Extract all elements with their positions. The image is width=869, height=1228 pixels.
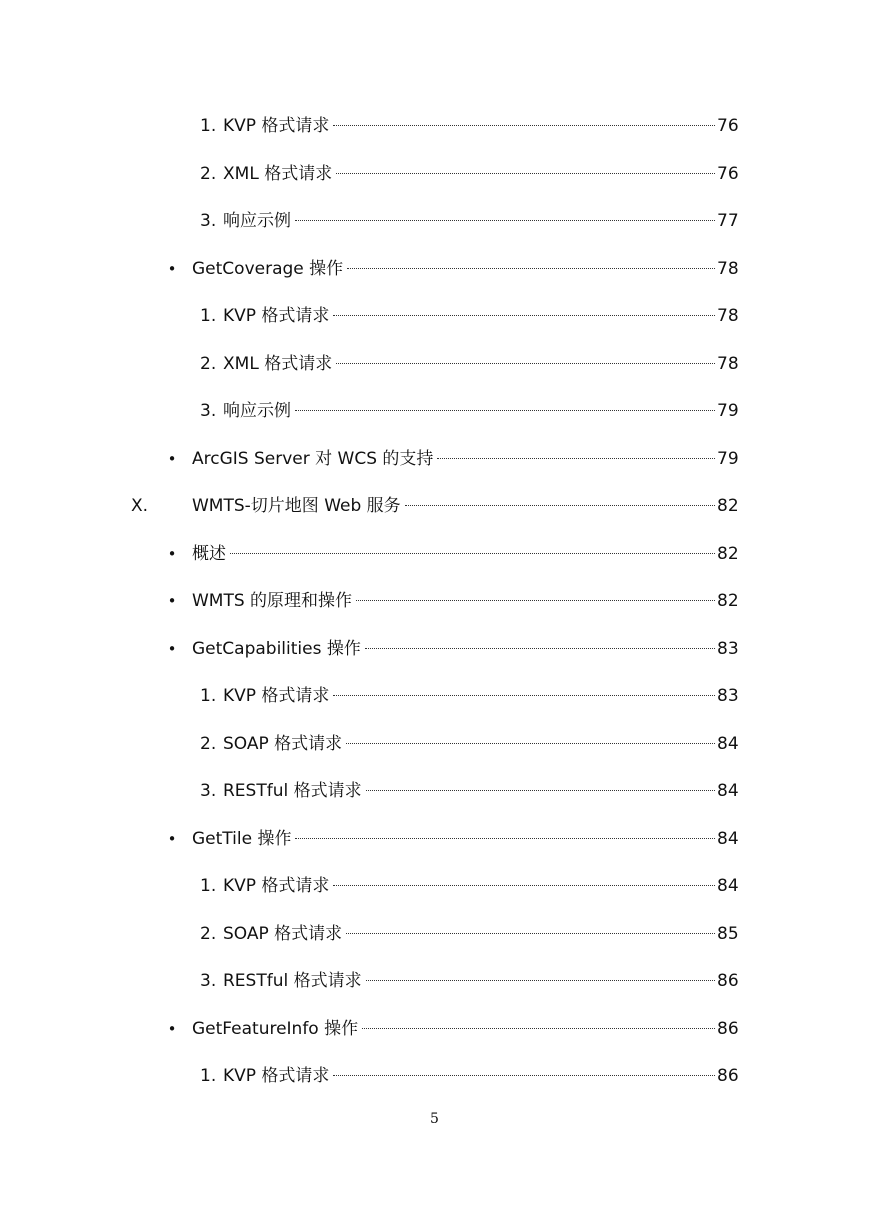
dot-leader — [336, 173, 715, 174]
toc-entry-line — [223, 344, 737, 384]
toc-entry-title: GetCoverage 操作 — [192, 249, 345, 289]
toc-entry-title: WMTS-切片地图 Web 服务 — [192, 486, 403, 526]
toc-page-number: 82 — [717, 591, 739, 611]
list-marker: X. — [131, 496, 149, 516]
bullet-icon: • — [167, 259, 177, 278]
toc-entry[interactable] — [0, 344, 869, 384]
toc-page-number: 85 — [717, 923, 739, 944]
toc-entry-title: RESTful 格式请求 — [223, 771, 364, 811]
dot-leader — [295, 838, 715, 839]
toc-entry-line — [192, 1009, 737, 1049]
dot-leader — [362, 1028, 715, 1029]
toc-entry-title: 概述 — [192, 534, 228, 574]
list-marker: 1. — [200, 116, 217, 136]
toc-entry[interactable] — [0, 866, 869, 906]
dot-leader — [333, 315, 715, 316]
toc-entry-line — [192, 486, 737, 526]
toc-entry[interactable] — [0, 534, 869, 574]
toc-entry-line — [223, 771, 737, 811]
toc-entry-line — [223, 961, 737, 1001]
toc-entry[interactable] — [0, 106, 869, 146]
dot-leader — [346, 743, 715, 744]
toc-entry-line — [223, 1056, 737, 1096]
list-marker: 1. — [200, 686, 217, 706]
toc-page-number: 83 — [717, 638, 739, 659]
toc-page-number: 82 — [717, 496, 739, 516]
bullet-icon: • — [167, 639, 177, 658]
toc-entry-title: KVP 格式请求 — [223, 106, 331, 146]
toc-entry-line — [223, 391, 737, 431]
toc-entry-title: SOAP 格式请求 — [223, 914, 344, 954]
toc-page-number: 86 — [717, 1066, 739, 1086]
toc-page-number: 84 — [717, 781, 739, 801]
dot-leader — [333, 885, 715, 886]
toc-entry-title: KVP 格式请求 — [223, 296, 331, 336]
toc-entry-line — [223, 914, 737, 954]
toc-entry[interactable] — [0, 1009, 869, 1049]
toc-page-number: 86 — [717, 1018, 739, 1039]
dot-leader — [365, 648, 715, 649]
toc-page-number: 78 — [717, 353, 739, 374]
toc-page-number: 78 — [717, 258, 739, 279]
toc-entry-title: GetTile 操作 — [192, 819, 293, 859]
dot-leader — [405, 505, 715, 506]
dot-leader — [295, 410, 715, 411]
toc-entry[interactable] — [0, 249, 869, 289]
list-marker: 3. — [200, 781, 217, 801]
list-marker: 1. — [200, 1066, 217, 1086]
toc-entry-line — [223, 154, 737, 194]
dot-leader — [333, 1075, 715, 1076]
toc-entry-title: SOAP 格式请求 — [223, 724, 344, 764]
toc-entry[interactable] — [0, 1056, 869, 1096]
toc-entry[interactable] — [0, 391, 869, 431]
toc-entry[interactable] — [0, 819, 869, 859]
dot-leader — [366, 790, 715, 791]
toc-entry-title: XML 格式请求 — [223, 154, 334, 194]
list-marker: 2. — [200, 733, 217, 754]
toc-entry-title: RESTful 格式请求 — [223, 961, 364, 1001]
toc-entry-line — [223, 296, 737, 336]
toc-entry-title: WMTS 的原理和操作 — [192, 581, 354, 621]
toc-entry[interactable] — [0, 724, 869, 764]
toc-page-number: 86 — [717, 971, 739, 991]
toc-entry-line — [192, 439, 737, 479]
dot-leader — [366, 980, 715, 981]
toc-entry[interactable] — [0, 961, 869, 1001]
bullet-icon: • — [167, 1019, 177, 1038]
toc-entry[interactable] — [0, 771, 869, 811]
toc-page-number: 79 — [717, 448, 739, 469]
toc-entry[interactable] — [0, 629, 869, 669]
dot-leader — [333, 695, 715, 696]
toc-entry[interactable] — [0, 439, 869, 479]
dot-leader — [346, 933, 715, 934]
toc-page-number: 79 — [717, 401, 739, 421]
toc-entry[interactable] — [0, 676, 869, 716]
toc-page-number: 84 — [717, 733, 739, 754]
toc-page-number: 77 — [717, 211, 739, 231]
list-marker: 1. — [200, 876, 217, 896]
toc-entry-line — [192, 534, 737, 574]
toc-entry-line — [192, 581, 737, 621]
toc-entry[interactable] — [0, 486, 869, 526]
toc-page-number: 78 — [717, 306, 739, 326]
toc-page-number: 84 — [717, 876, 739, 896]
toc-entry[interactable] — [0, 296, 869, 336]
toc-entry-line — [192, 629, 737, 669]
dot-leader — [347, 268, 715, 269]
dot-leader — [230, 553, 715, 554]
dot-leader — [356, 600, 715, 601]
toc-entry-line — [192, 819, 737, 859]
toc-entry-line — [223, 866, 737, 906]
list-marker: 3. — [200, 401, 217, 421]
toc-entry-title: GetCapabilities 操作 — [192, 629, 363, 669]
toc-entry-title: GetFeatureInfo 操作 — [192, 1009, 360, 1049]
toc-entry-title: KVP 格式请求 — [223, 866, 331, 906]
dot-leader — [437, 458, 715, 459]
toc-page-number: 83 — [717, 686, 739, 706]
toc-entry[interactable] — [0, 154, 869, 194]
bullet-icon: • — [167, 544, 177, 563]
toc-entry-line — [223, 676, 737, 716]
bullet-icon: • — [167, 829, 177, 848]
toc-entry-title: 响应示例 — [223, 391, 293, 431]
toc-entry-title: XML 格式请求 — [223, 344, 334, 384]
toc-entry-line — [192, 249, 737, 289]
toc-entry-line — [223, 106, 737, 146]
page-number: 5 — [430, 1111, 439, 1127]
list-marker: 3. — [200, 971, 217, 991]
toc-entry[interactable] — [0, 914, 869, 954]
list-marker: 2. — [200, 163, 217, 184]
bullet-icon: • — [167, 449, 177, 468]
toc-page-number: 76 — [717, 116, 739, 136]
dot-leader — [333, 125, 715, 126]
toc-page-number: 84 — [717, 828, 739, 849]
dot-leader — [336, 363, 715, 364]
toc-entry-line — [223, 201, 737, 241]
list-marker: 1. — [200, 306, 217, 326]
list-marker: 2. — [200, 923, 217, 944]
toc-entry-title: ArcGIS Server 对 WCS 的支持 — [192, 439, 435, 479]
toc-entry[interactable] — [0, 201, 869, 241]
list-marker: 2. — [200, 353, 217, 374]
toc-page-number: 82 — [717, 543, 739, 564]
toc-entry[interactable] — [0, 581, 869, 621]
toc-entry-title: 响应示例 — [223, 201, 293, 241]
list-marker: 3. — [200, 211, 217, 231]
bullet-icon: • — [167, 592, 177, 610]
toc-page-number: 76 — [717, 163, 739, 184]
dot-leader — [295, 220, 715, 221]
toc-entry-title: KVP 格式请求 — [223, 676, 331, 716]
toc-entry-line — [223, 724, 737, 764]
toc-entry-title: KVP 格式请求 — [223, 1056, 331, 1096]
